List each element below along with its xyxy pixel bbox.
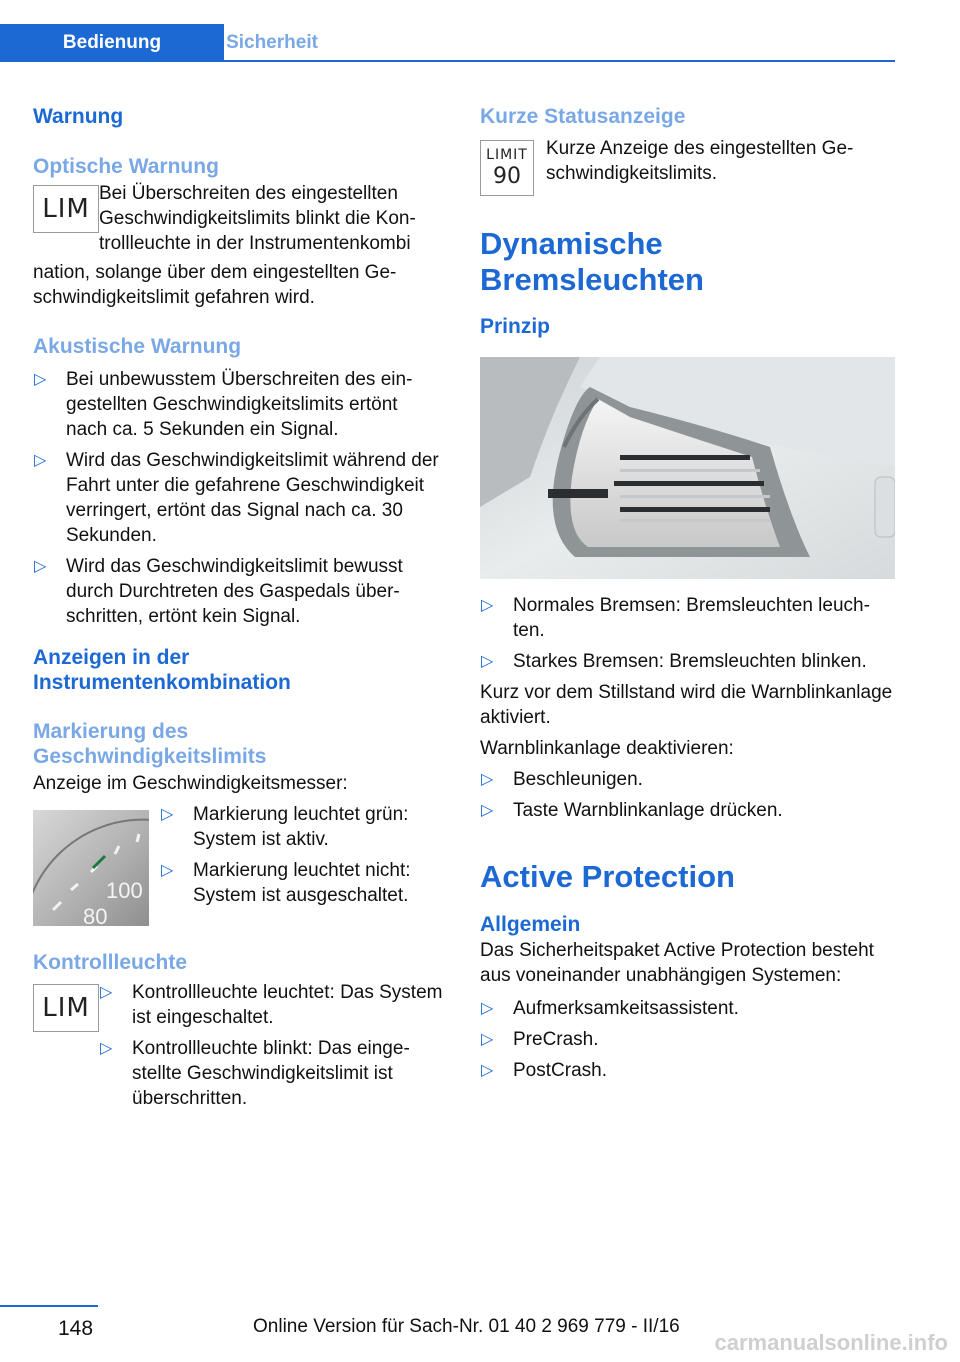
markierung-list (160, 802, 450, 914)
optische-warnung-heading: Optische Warnung (33, 155, 219, 178)
list-item: ▷ Markierung leuchtet grün: System ist aktiv. (161, 804, 409, 850)
bullet-icon: ▷ (481, 1062, 494, 1079)
lim-icon: LIM (33, 185, 99, 233)
speedometer-image (33, 810, 149, 926)
bullet-icon: ▷ (34, 452, 47, 469)
limit-90-icon: LIMIT 90 (480, 140, 534, 196)
list-item: ▷ Bei unbewusstem Überschreiten des eingestellten Geschwindigkeitslimits ertönt nach ca. 5 Sekunden ein Signal. (34, 369, 413, 440)
optische-text-wrapped: Bei Überschreiten des eingestellten Geschwindigkeitslimits blinkt die Kontrollleuchte in der Instrumentenkombi (99, 183, 416, 254)
bullet-icon: ▷ (481, 597, 494, 614)
bullet-icon: ▷ (34, 371, 47, 388)
brake-light-image (480, 357, 895, 579)
stillstand-text: Kurz vor dem Stillstand wird die Warnblinkanlage aktiviert. (480, 682, 893, 728)
warnung-heading: Warnung (33, 105, 124, 128)
bullet-icon: ▷ (100, 984, 113, 1001)
allgemein-text: Das Sicherheitspaket Active Protection besteht aus voneinander unabhängigen Systemen: (480, 940, 874, 986)
svg-text:100: 100 (106, 878, 143, 903)
tab-sicherheit[interactable]: Sicherheit (226, 32, 318, 53)
akustische-list (33, 367, 443, 629)
kontrollleuchte-list (99, 980, 445, 1117)
left-column (33, 104, 443, 1124)
tab-bedienung[interactable]: Bedienung (0, 24, 224, 61)
bullet-icon: ▷ (100, 1040, 113, 1057)
list-item: ▷ Starkes Bremsen: Bremsleuchten blinken. (481, 651, 867, 672)
deaktivieren-list (480, 767, 895, 823)
kontrollleuchte-heading: Kontrollleuchte (33, 951, 188, 974)
active-protection-list (480, 996, 895, 1083)
list-item: ▷ Wird das Geschwindigkeitslimit bewusst durch Durchtreten des Gaspedals überschritten, ertönt kein Signal. (34, 556, 403, 627)
lim-icon: LIM (33, 984, 99, 1032)
bullet-icon: ▷ (481, 771, 494, 788)
header-divider (0, 60, 895, 62)
allgemein-heading: Allgemein (480, 913, 581, 936)
akustische-warnung-heading: Akustische Warnung (33, 335, 242, 358)
list-item: ▷ Kontrollleuchte blinkt: Das eingestellte Geschwindigkeitslimit ist überschritten. (100, 1038, 410, 1109)
list-item: ▷ Aufmerksamkeitsassistent. (481, 998, 739, 1019)
markierung-intro: Anzeige im Geschwindigkeitsmesser: (33, 773, 348, 794)
optische-text-rest: nation, solange über dem eingestellten Geschwindigkeitslimit gefahren wird. (33, 262, 397, 308)
footer-divider (0, 1305, 98, 1307)
kurze-text: Kurze Anzeige des eingestellten Geschwindigkeitslimits. (546, 138, 854, 184)
list-item: ▷ PreCrash. (481, 1029, 599, 1050)
list-item: ▷ Kontrollleuchte leuchtet: Das System ist eingeschaltet. (100, 982, 443, 1028)
bullet-icon: ▷ (481, 1000, 494, 1017)
list-item: ▷ Taste Warnblinkanlage drücken. (481, 800, 783, 821)
list-item: ▷ Markierung leuchtet nicht: System ist ausgeschaltet. (161, 860, 411, 906)
list-item: ▷ Normales Bremsen: Bremsleuchten leuchten. (481, 595, 870, 641)
bullet-icon: ▷ (481, 802, 494, 819)
bullet-icon: ▷ (481, 653, 494, 670)
deaktivieren-text: Warnblinkanlage deaktivieren: (480, 738, 734, 759)
page-number: 148 (58, 1317, 94, 1340)
kurze-statusanzeige-heading: Kurze Statusanzeige (480, 105, 686, 128)
anzeigen-heading: Anzeigen in der Instrumentenkombination (33, 646, 291, 694)
bullet-icon: ▷ (161, 806, 174, 823)
bullet-icon: ▷ (161, 862, 174, 879)
prinzip-heading: Prinzip (480, 315, 551, 338)
active-protection-heading: Active Protection (480, 859, 735, 894)
online-version-text: Online Version für Sach-Nr. 01 40 2 969 779 - II/16 (253, 1316, 680, 1337)
bullet-icon: ▷ (481, 1031, 494, 1048)
dynamische-bremsleuchten-heading: Dynamische Bremsleuchten (480, 226, 704, 297)
svg-text:80: 80 (83, 904, 108, 926)
brems-list (480, 593, 895, 674)
watermark: carmanualsonline.info (714, 1330, 948, 1355)
bullet-icon: ▷ (34, 558, 47, 575)
list-item: ▷ PostCrash. (481, 1060, 607, 1081)
list-item: ▷ Wird das Geschwindigkeitslimit während der Fahrt unter die gefahrene Geschwindigkeit verringert, ertönt das Signal nach ca. 30 Sekunden. (34, 450, 439, 546)
right-column (480, 104, 895, 1089)
markierung-heading: Markierung des Geschwindigkeitslimits (33, 720, 267, 768)
list-item: ▷ Beschleunigen. (481, 769, 643, 790)
